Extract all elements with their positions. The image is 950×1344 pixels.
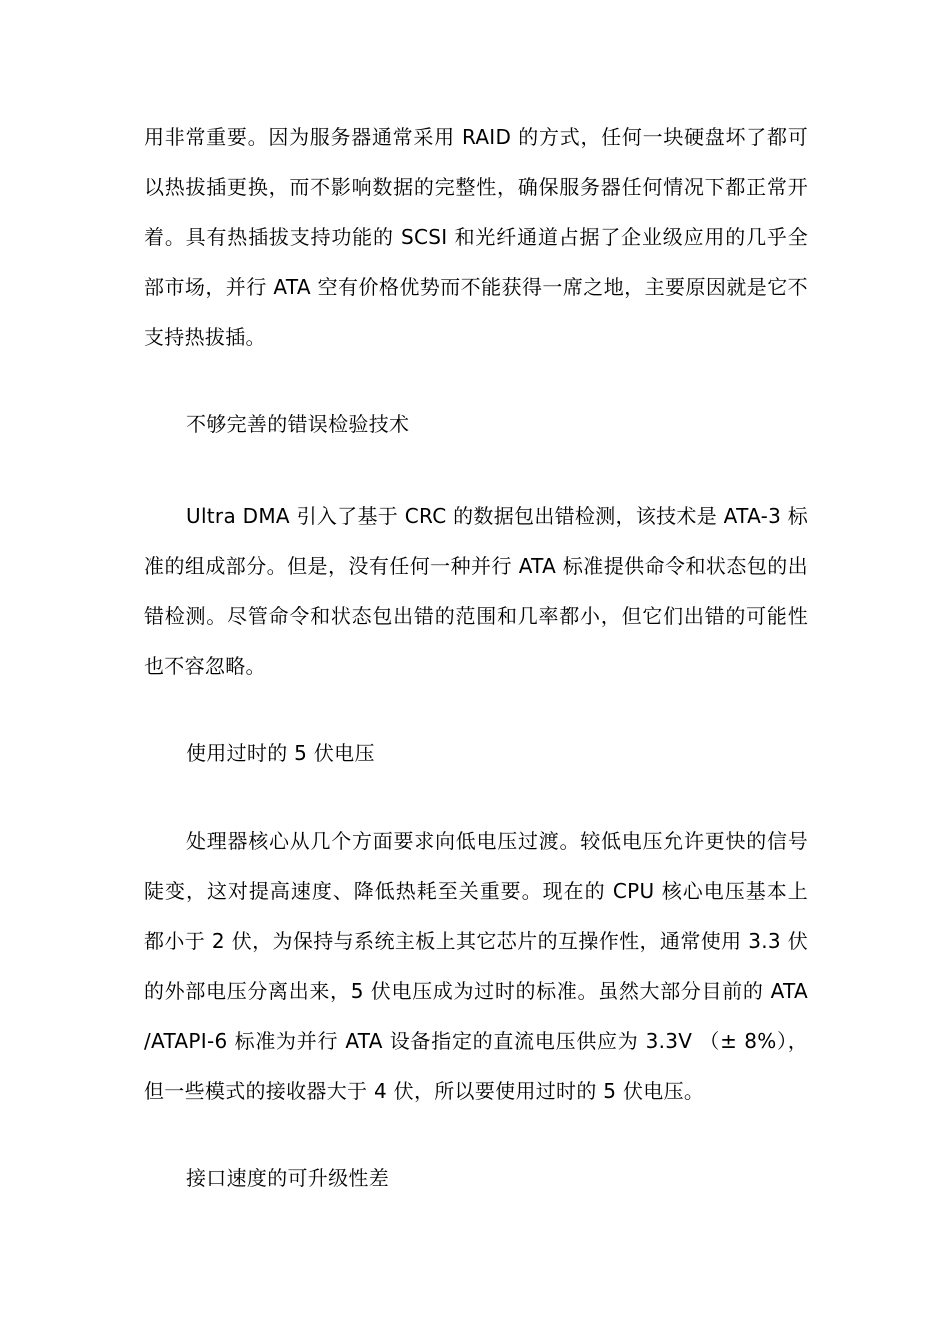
section-heading-interface-speed: 接口速度的可升级性差	[186, 1166, 389, 1190]
paragraph-3-line-1: 处理器核心从几个方面要求向低电压过渡。较低电压允许更快的信号	[186, 829, 808, 853]
paragraph-2-line-2: 准的组成部分。但是，没有任何一种并行 ATA 标准提供命令和状态包的出	[144, 554, 808, 578]
paragraph-3-line-4: 的外部电压分离出来，5 伏电压成为过时的标准。虽然大部分目前的 ATA	[144, 979, 808, 1003]
paragraph-1-line-3: 着。具有热插拔支持功能的 SCSI 和光纤通道占据了企业级应用的几乎全	[144, 225, 808, 249]
paragraph-2-line-1: Ultra DMA 引入了基于 CRC 的数据包出错检测，该技术是 ATA-3 标	[186, 504, 808, 528]
paragraph-1-line-4: 部市场，并行 ATA 空有价格优势而不能获得一席之地，主要原因就是它不	[144, 275, 808, 299]
paragraph-3-line-6: 但一些模式的接收器大于 4 伏，所以要使用过时的 5 伏电压。	[144, 1079, 705, 1103]
paragraph-1-line-2: 以热拔插更换，而不影响数据的完整性，确保服务器任何情况下都正常开	[144, 175, 808, 199]
paragraph-2-line-3: 错检测。尽管命令和状态包出错的范围和几率都小，但它们出错的可能性	[144, 604, 808, 628]
paragraph-3-line-2: 陡变，这对提高速度、降低热耗至关重要。现在的 CPU 核心电压基本上	[144, 879, 808, 903]
paragraph-1-line-1: 用非常重要。因为服务器通常采用 RAID 的方式，任何一块硬盘坏了都可	[144, 125, 808, 149]
paragraph-2-line-4: 也不容忽略。	[144, 654, 266, 678]
paragraph-3-line-5: /ATAPI-6 标准为并行 ATA 设备指定的直流电压供应为 3.3V （± 8%），	[144, 1029, 808, 1053]
paragraph-3-line-3: 都小于 2 伏，为保持与系统主板上其它芯片的互操作性，通常使用 3.3 伏	[144, 929, 808, 953]
section-heading-5v-voltage: 使用过时的 5 伏电压	[186, 741, 375, 765]
section-heading-error-checking: 不够完善的错误检验技术	[186, 412, 410, 436]
paragraph-1-line-5: 支持热拔插。	[144, 325, 266, 349]
